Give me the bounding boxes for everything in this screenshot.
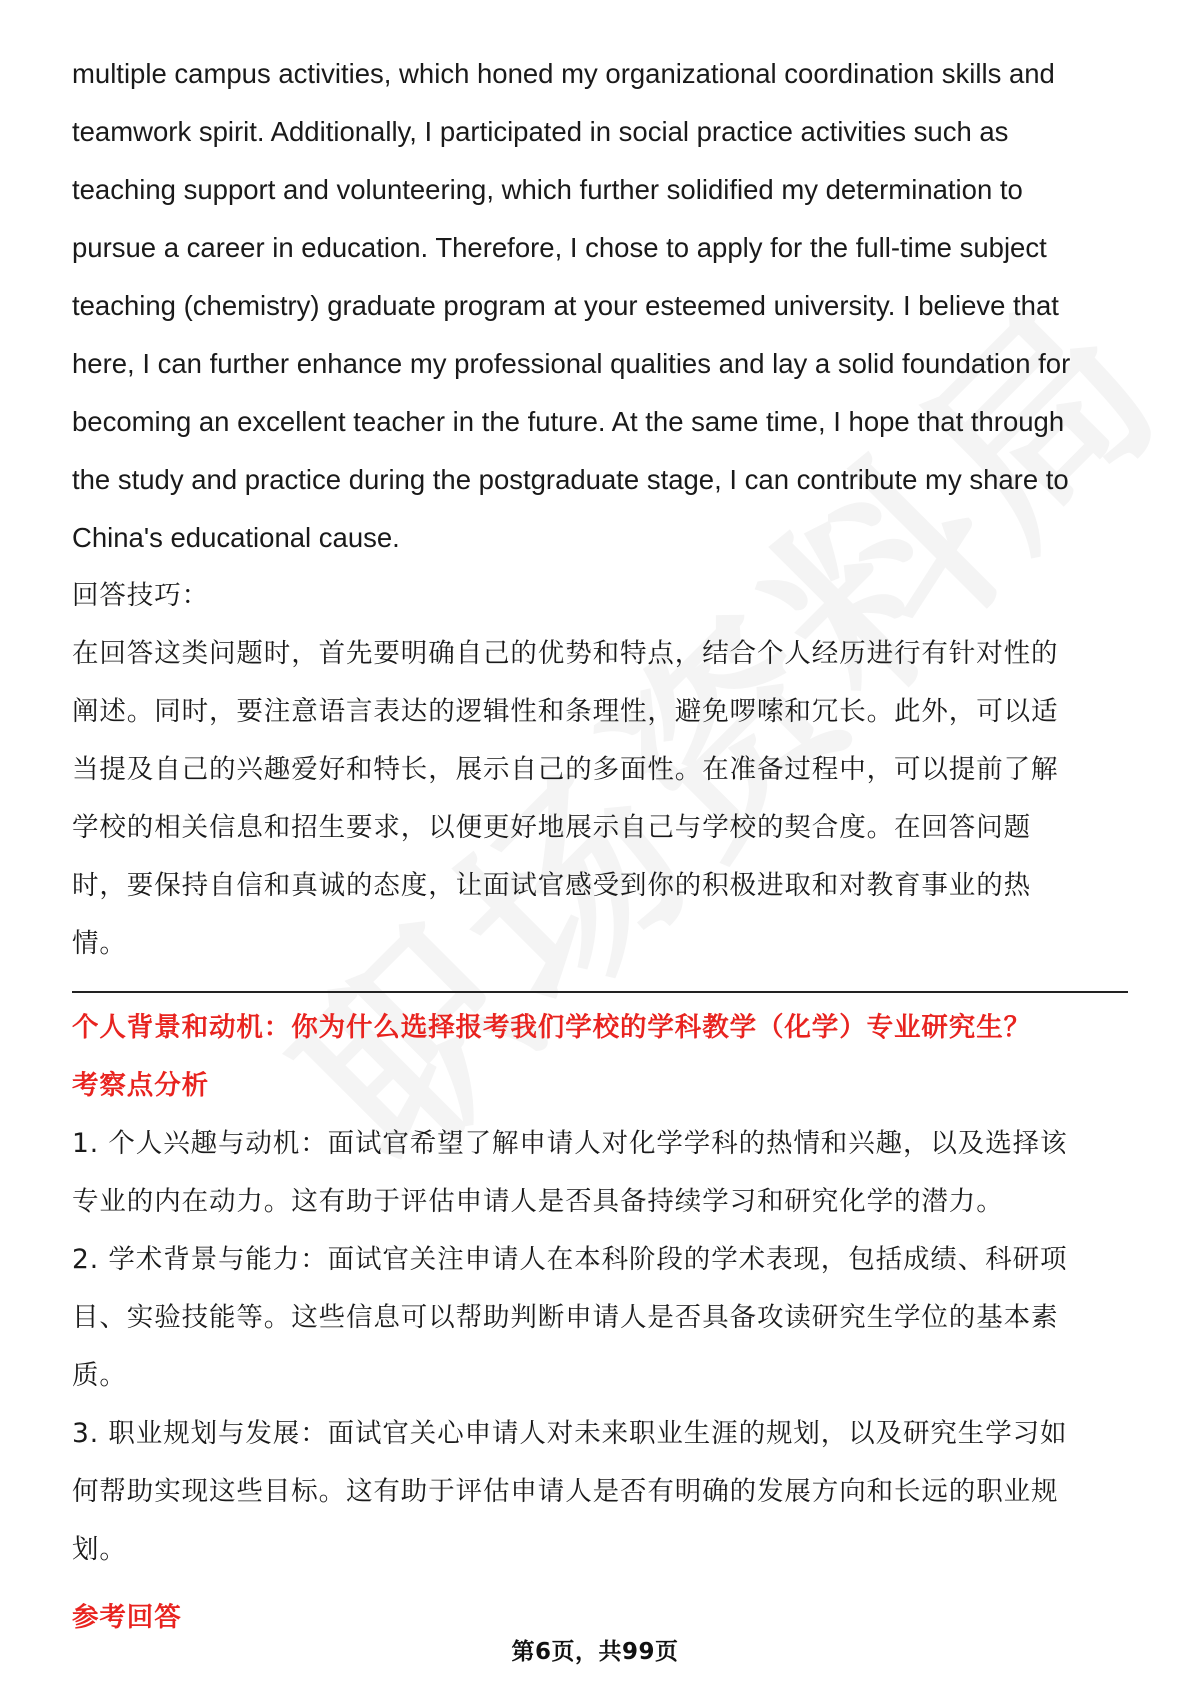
paragraph-line: pursue a career in education. Therefore, I chose to apply for the full-time subject xyxy=(72,232,1047,263)
point-line: 目、实验技能等。这些信息可以帮助判断申请人是否具备攻读研究生学位的基本素 xyxy=(72,1302,1059,1333)
paragraph-line: becoming an excellent teacher in the future. At the same time, I hope that through xyxy=(72,406,1065,437)
section-divider xyxy=(72,991,1128,993)
point-line: 何帮助实现这些目标。这有助于评估申请人是否有明确的发展方向和长远的职业规 xyxy=(72,1476,1059,1507)
spacer xyxy=(72,1579,1132,1589)
point-line: 1. 个人兴趣与动机：面试官希望了解申请人对化学学科的热情和兴趣，以及选择该 xyxy=(72,1128,1068,1159)
paragraph-line: teaching (chemistry) graduate program at your esteemed university. I believe that xyxy=(72,290,1059,321)
analysis-heading: 考察点分析 xyxy=(72,1070,209,1101)
paragraph-line: teamwork spirit. Additionally, I participated in social practice activities such as xyxy=(72,116,1009,147)
reference-answer-heading: 参考回答 xyxy=(72,1602,182,1633)
point-line: 质。 xyxy=(72,1360,127,1391)
tips-line: 学校的相关信息和招生要求，以便更好地展示自己与学校的契合度。在回答问题 xyxy=(72,812,1031,843)
question-title: 个人背景和动机：你为什么选择报考我们学校的学科教学（化学）专业研究生？ xyxy=(72,1012,1031,1043)
analysis-point-1 xyxy=(72,1115,1132,1231)
tips-line: 在回答这类问题时，首先要明确自己的优势和特点，结合个人经历进行有针对性的 xyxy=(72,638,1059,669)
point-line: 划。 xyxy=(72,1534,127,1565)
tips-line: 当提及自己的兴趣爱好和特长，展示自己的多面性。在准备过程中，可以提前了解 xyxy=(72,754,1059,785)
paragraph-line: teaching support and volunteering, which further solidified my determination to xyxy=(72,174,1023,205)
point-line: 专业的内在动力。这有助于评估申请人是否具备持续学习和研究化学的潜力。 xyxy=(72,1186,1004,1217)
paragraph-line: multiple campus activities, which honed my organizational coordination skills and xyxy=(72,58,1055,89)
tips-line: 时，要保持自信和真诚的态度，让面试官感受到你的积极进取和对教育事业的热 xyxy=(72,870,1031,901)
tips-line: 情。 xyxy=(72,928,127,959)
paragraph-line: here, I can further enhance my professional qualities and lay a solid foundation for xyxy=(72,348,1071,379)
tips-line: 阐述。同时，要注意语言表达的逻辑性和条理性，避免啰嗦和冗长。此外，可以适 xyxy=(72,696,1059,727)
page-number-footer: 第6页，共99页 xyxy=(511,1639,679,1665)
document-page xyxy=(72,45,1132,1647)
tips-heading: 回答技巧： xyxy=(72,580,209,611)
paragraph-line: the study and practice during the postgraduate stage, I can contribute my share to xyxy=(72,464,1069,495)
analysis-point-3 xyxy=(72,1405,1132,1579)
paragraph-line: China's educational cause. xyxy=(72,522,400,553)
question-section xyxy=(72,999,1132,1647)
answer-paragraph-english xyxy=(72,45,1132,567)
point-line: 3. 职业规划与发展：面试官关心申请人对未来职业生涯的规划，以及研究生学习如 xyxy=(72,1418,1068,1449)
answer-tips-section xyxy=(72,567,1132,973)
analysis-point-2 xyxy=(72,1231,1132,1405)
point-line: 2. 学术背景与能力：面试官关注申请人在本科阶段的学术表现，包括成绩、科研项 xyxy=(72,1244,1068,1275)
